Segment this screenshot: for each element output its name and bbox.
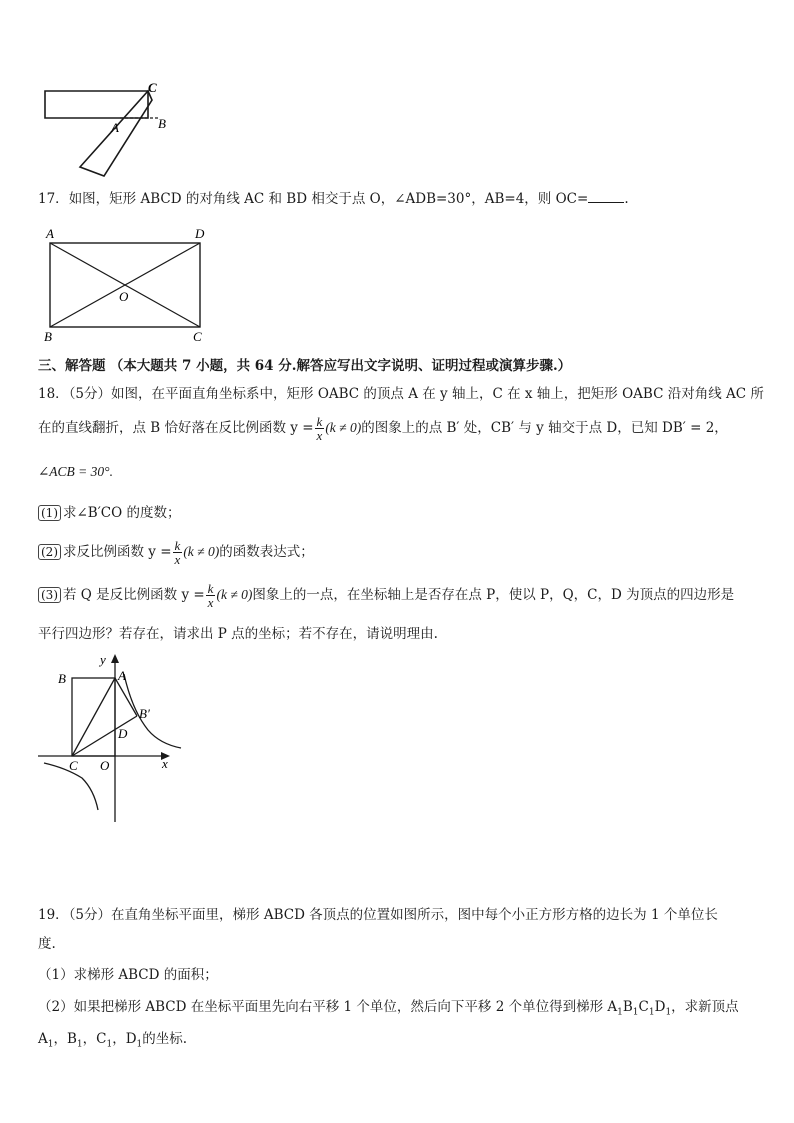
q18-sub-3-cont: 平行四边形？若存在，请求出 P 点的坐标；若不存在，请说明理由. <box>38 626 438 642</box>
q18-sub-1: (1) 求∠B′CO 的度数； <box>38 504 181 522</box>
label-B: B <box>44 329 52 344</box>
label-y: y <box>100 652 106 667</box>
label-O: O <box>100 758 110 773</box>
q19-line-2: 度. <box>38 936 56 952</box>
strip-horizontal <box>45 91 148 118</box>
section-3-note: （本大题共 7 小题，共 64 分.解答应写出文字说明、证明过程或演算步骤.） <box>109 358 572 374</box>
q19-sub-1: （1）求梯形 ABCD 的面积； <box>38 967 218 983</box>
figure-coordinate-plane <box>36 650 186 828</box>
q18-sub-3: (3) 若 Q 是反比例函数 y = $\frac{k}{x}$ (k ≠ 0)图象上的一点，在坐标轴上是否存在点 P，使以 P，Q，C，D 为顶点的四边形是 <box>38 580 734 610</box>
q18-sub-2: (2) 求反比例函数 y = $\frac{k}{x}$ (k ≠ 0)的函数表达式； <box>38 537 314 567</box>
label-C: C <box>148 80 157 95</box>
label-B-prime: B′ <box>139 706 150 721</box>
label-A: A <box>111 120 119 135</box>
q18-line-2: 在的直线翻折，点 B 恰好落在反比例函数 y = $\frac{k}{x}$ (k ≠ 0)的图象上的点 B′ 处，CB′ 与 y 轴交于点 D，已知 DB′ = 2， <box>38 414 728 443</box>
answer-blank[interactable] <box>588 188 624 203</box>
diagonal-ac <box>72 678 115 756</box>
q18-line-1: 18．（5分）如图，在平面直角坐标系中，矩形 OABC 的顶点 A 在 y 轴上，C 在 x 轴上，把矩形 OABC 沿对角线 AC 所 <box>38 386 764 402</box>
section-3-header <box>38 357 571 375</box>
q19-sub-2: （2）如果把梯形 ABCD 在坐标平面里先向右平移 1 个单位，然后向下平移 2 个单位得到梯形 $A_1B_1C_1D_1$，求新顶点 <box>38 999 739 1018</box>
label-B: B <box>158 116 166 131</box>
figure-folded-strip <box>40 78 180 178</box>
label-A: A <box>46 226 54 241</box>
label-D: D <box>118 726 128 741</box>
q19-line-1: 19．（5分）在直角坐标平面里，梯形 ABCD 各顶点的位置如图所示，图中每个小正方形方格的边长为 1 个单位长 <box>38 907 718 923</box>
figure-rectangle-abcd <box>40 224 215 346</box>
label-A: A <box>118 668 126 683</box>
label-x: x <box>162 756 168 771</box>
label-C: C <box>69 758 78 773</box>
q18-line-3: ∠ACB = 30°. <box>38 464 113 479</box>
label-O: O <box>119 289 129 304</box>
q19-sub-2-cont: $A_1$，$B_1$，$C_1$，$D_1$的坐标. <box>38 1031 188 1050</box>
question-17: 17．如图，矩形 ABCD 的对角线 AC 和 BD 相交于点 O，∠ADB=30°，AB=4，则 OC= . <box>38 188 629 208</box>
label-D: D <box>195 226 205 241</box>
fraction-k-over-x: $\frac{k}{x}$ <box>316 414 323 443</box>
label-C: C <box>193 329 202 344</box>
q17-text: 如图，矩形 ABCD 的对角线 AC 和 BD 相交于点 O，∠ADB=30°，AB=4，则 OC= <box>68 191 589 207</box>
label-B: B <box>58 671 66 686</box>
hyperbola-branch-1 <box>124 674 181 748</box>
section-3-title: 三、解答题 <box>38 358 106 374</box>
y-axis-arrow <box>111 654 119 663</box>
q17-number: 17． <box>38 191 69 207</box>
